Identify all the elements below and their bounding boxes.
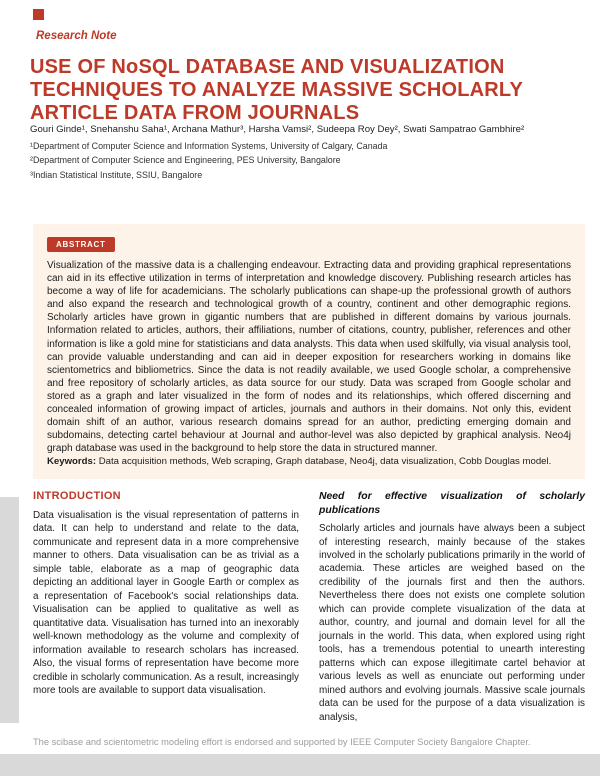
introduction-text: Data visualisation is the visual representation of patterns in data. It can help to understand and relate to the data, communicate and represent data in a more comprehensive manner to others. Data visualisation can be as trivial as a simple table, elaborate as a map of geographic data depicting an additional layer in Google Earth or complex as a representation of Facebook's social relationships data. Visualisation can be applied to qualitative as well as quantitative data. Visualisation has turned into an inexorably well-known methodology as the volume and complexity of information available to research scholars has increased. Also, the visual forms of representation have become more credible in scholarly communication. As a result, increasingly more tools are available to support data visualisation. <box>33 510 299 697</box>
page-title: USE OF NoSQL DATABASE AND VISUALIZATION TECHNIQUES TO ANALYZE MASSIVE SCHOLARLY ARTICLE DATA FROM JOURNALS <box>30 56 523 124</box>
section-text-need-for-visualization: Scholarly articles and journals have always been a subject of interesting research, mainly because of the stakes involved in the scholarly publications primarily in the world of academia. These articles are weighed based on the credibility of the journals first and then the authors. Nevertheless there does not exists one complete solution which can provide complete visualization of the data at author, country, and journal and domain level for all the journals in the world. This data, when explored using right tools, has a tremendous potential to unearth interesting patterns which can expose illegitimate cartel behavior at various levels as well as enunciate out performing under mined authors and evolving journals. Massive scale journals data can be used for the purpose of a data visualization is analysis, <box>319 523 585 723</box>
keywords-line <box>47 456 571 469</box>
keywords-label: Keywords: <box>47 456 97 468</box>
affiliation-line: ²Department of Computer Science and Engineering, PES University, Bangalore <box>30 155 341 166</box>
right-column <box>319 490 585 724</box>
affiliation-line: ³Indian Statistical Institute, SSIU, Bangalore <box>30 169 203 180</box>
abstract-box <box>33 224 585 479</box>
abstract-badge: ABSTRACT <box>47 237 115 252</box>
two-column-body <box>33 490 585 724</box>
red-square-mark <box>33 9 44 20</box>
abstract-text: Visualization of the massive data is a challenging endeavour. Extracting data and providing graphical representations can aid in its effective utilization in terms of interpretation and knowledge discovery. Publishing research articles has become a way of life for academicians. The scholarly publications can shape-up the professional growth of authors and also expand the research and technological growth of a country, continent and other demographic regions. Scholarly articles have grown in gigantic numbers that are published in different domains by various journals. Information related to articles, authors, their affiliations, number of citations, country, publisher, references and other information is like a gold mine for statisticians and data analysts. This data when used skilfully, via visual analysis tool, can provide valuable understanding and can aid in deeper exposition for researchers working in domains like scientometrics and bibliometrics. Since the data is not readily available, we used Google scholar, a comprehensive and free repository of scholarly articles, as data source for our study. Data was scraped from Google scholar and stored as a graph and later visualized in the form of nodes and its relationships, which offered discerning and concealed information of growing impact of articles, journals and authors in their domains. Not only this, evident domain shift of an author, various research domains spread for an author, predicting emerging domain and subdomains, detecting cartel behaviour at Journal and author-level was also depicted by graphical analysis. Neo4j graph database was used in the background to help store the data in structured manner. <box>47 260 571 455</box>
bottom-gray-strip <box>0 754 600 776</box>
left-column <box>33 490 299 724</box>
footer-endorsement-note: The scibase and scientometric modeling effort is endorsed and supported by IEEE Computer Society Bangalore Chapter. <box>33 737 531 747</box>
keywords-text: Data acquisition methods, Web scraping, Graph database, Neo4j, data visualization, Cobb Douglas model. <box>96 456 552 468</box>
affiliations-block <box>30 139 590 182</box>
affiliation-line: ¹Department of Computer Science and Information Systems, University of Calgary, Canada <box>30 141 388 151</box>
article-type-label: Research Note <box>36 30 117 42</box>
left-gray-strip <box>0 497 19 723</box>
section-heading-need-for-visualization: Need for effective visualization of scholarly publications <box>319 491 585 516</box>
introduction-heading: INTRODUCTION <box>33 490 121 502</box>
authors-line: Gouri Ginde¹, Snehanshu Saha¹, Archana Mathur³, Harsha Vamsi², Sudeepa Roy Dey², Swati Sampatrao Gambhire² <box>30 124 525 135</box>
